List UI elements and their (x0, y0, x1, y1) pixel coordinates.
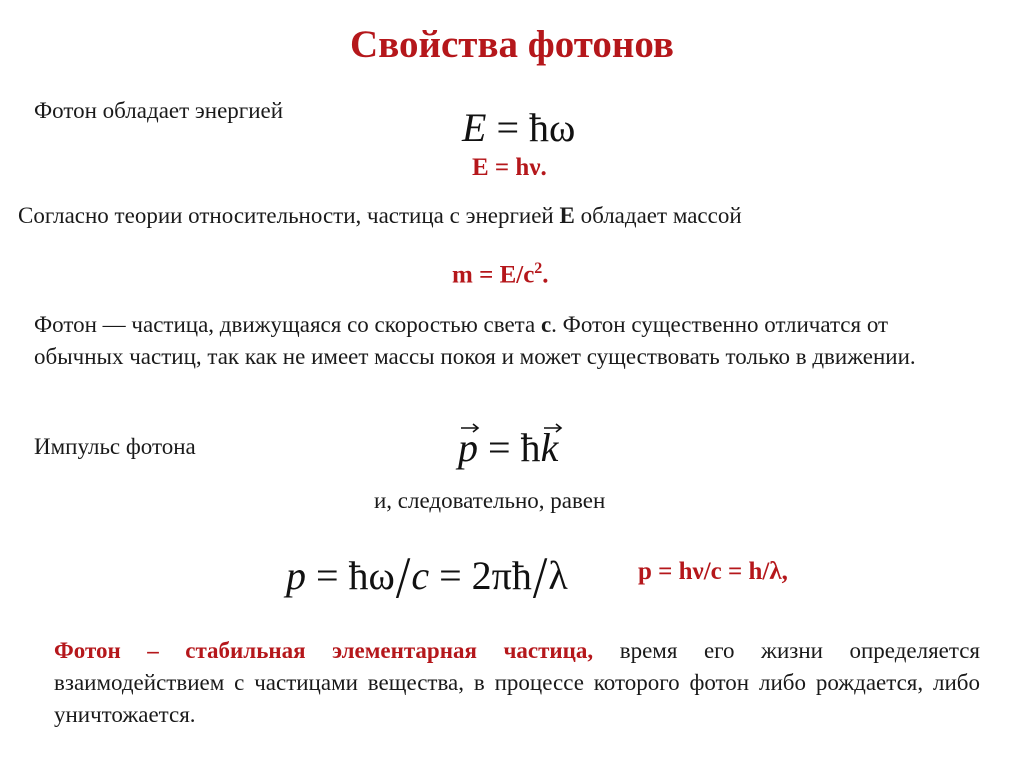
vector-arrow-icon (543, 422, 563, 434)
photon-paragraph-before: Фотон — частица, движущаяся со скоростью света (34, 312, 541, 337)
formula-mass-base: m = E/c (452, 261, 535, 289)
formula-mass (452, 260, 549, 289)
consequently-text: и, следовательно, равен (374, 488, 606, 513)
photon-paragraph-bold: с (540, 312, 552, 337)
formula-energy-hv: E = hν. (472, 154, 547, 181)
vector-k: k (541, 424, 559, 471)
conclusion-rest: время его жизни определяется взаимодействием с частицами вещества, в процессе которого фотон либо рождается, либо уничтожается. (54, 638, 980, 727)
vector-p: p (458, 424, 478, 471)
relativity-text (18, 203, 742, 229)
formula-momentum-vector: p = ħk (458, 424, 558, 471)
slide-title: Свойства фотонов (350, 23, 674, 66)
formula-mass-exponent: 2 (534, 260, 543, 277)
photon-paragraph-after: . Фотон существенно отличатся от обычных частиц, так как не имеет массы покоя и может существовать только в движении. (34, 312, 916, 369)
formula-energy-hbar: E = ħω (462, 105, 576, 150)
conclusion-paragraph (54, 635, 980, 731)
conclusion-highlight: Фотон – стабильная элементарная частица, (54, 638, 594, 663)
relativity-text-before: Согласно теории относительности, частица с энергией (18, 203, 560, 228)
photon-paragraph (34, 309, 944, 373)
relativity-text-after: обладает массой (574, 203, 742, 228)
formula-momentum-full: p = ħω/c = 2πħ/λ (286, 545, 568, 612)
formula-momentum-hv: p = hν/c = h/λ, (638, 558, 788, 585)
relativity-text-bold: E (559, 203, 575, 228)
formula-mass-end: . (542, 261, 549, 289)
energy-label: Фотон обладает энергией (34, 98, 284, 123)
momentum-label: Импульс фотона (34, 434, 196, 459)
vector-arrow-icon (460, 422, 480, 434)
